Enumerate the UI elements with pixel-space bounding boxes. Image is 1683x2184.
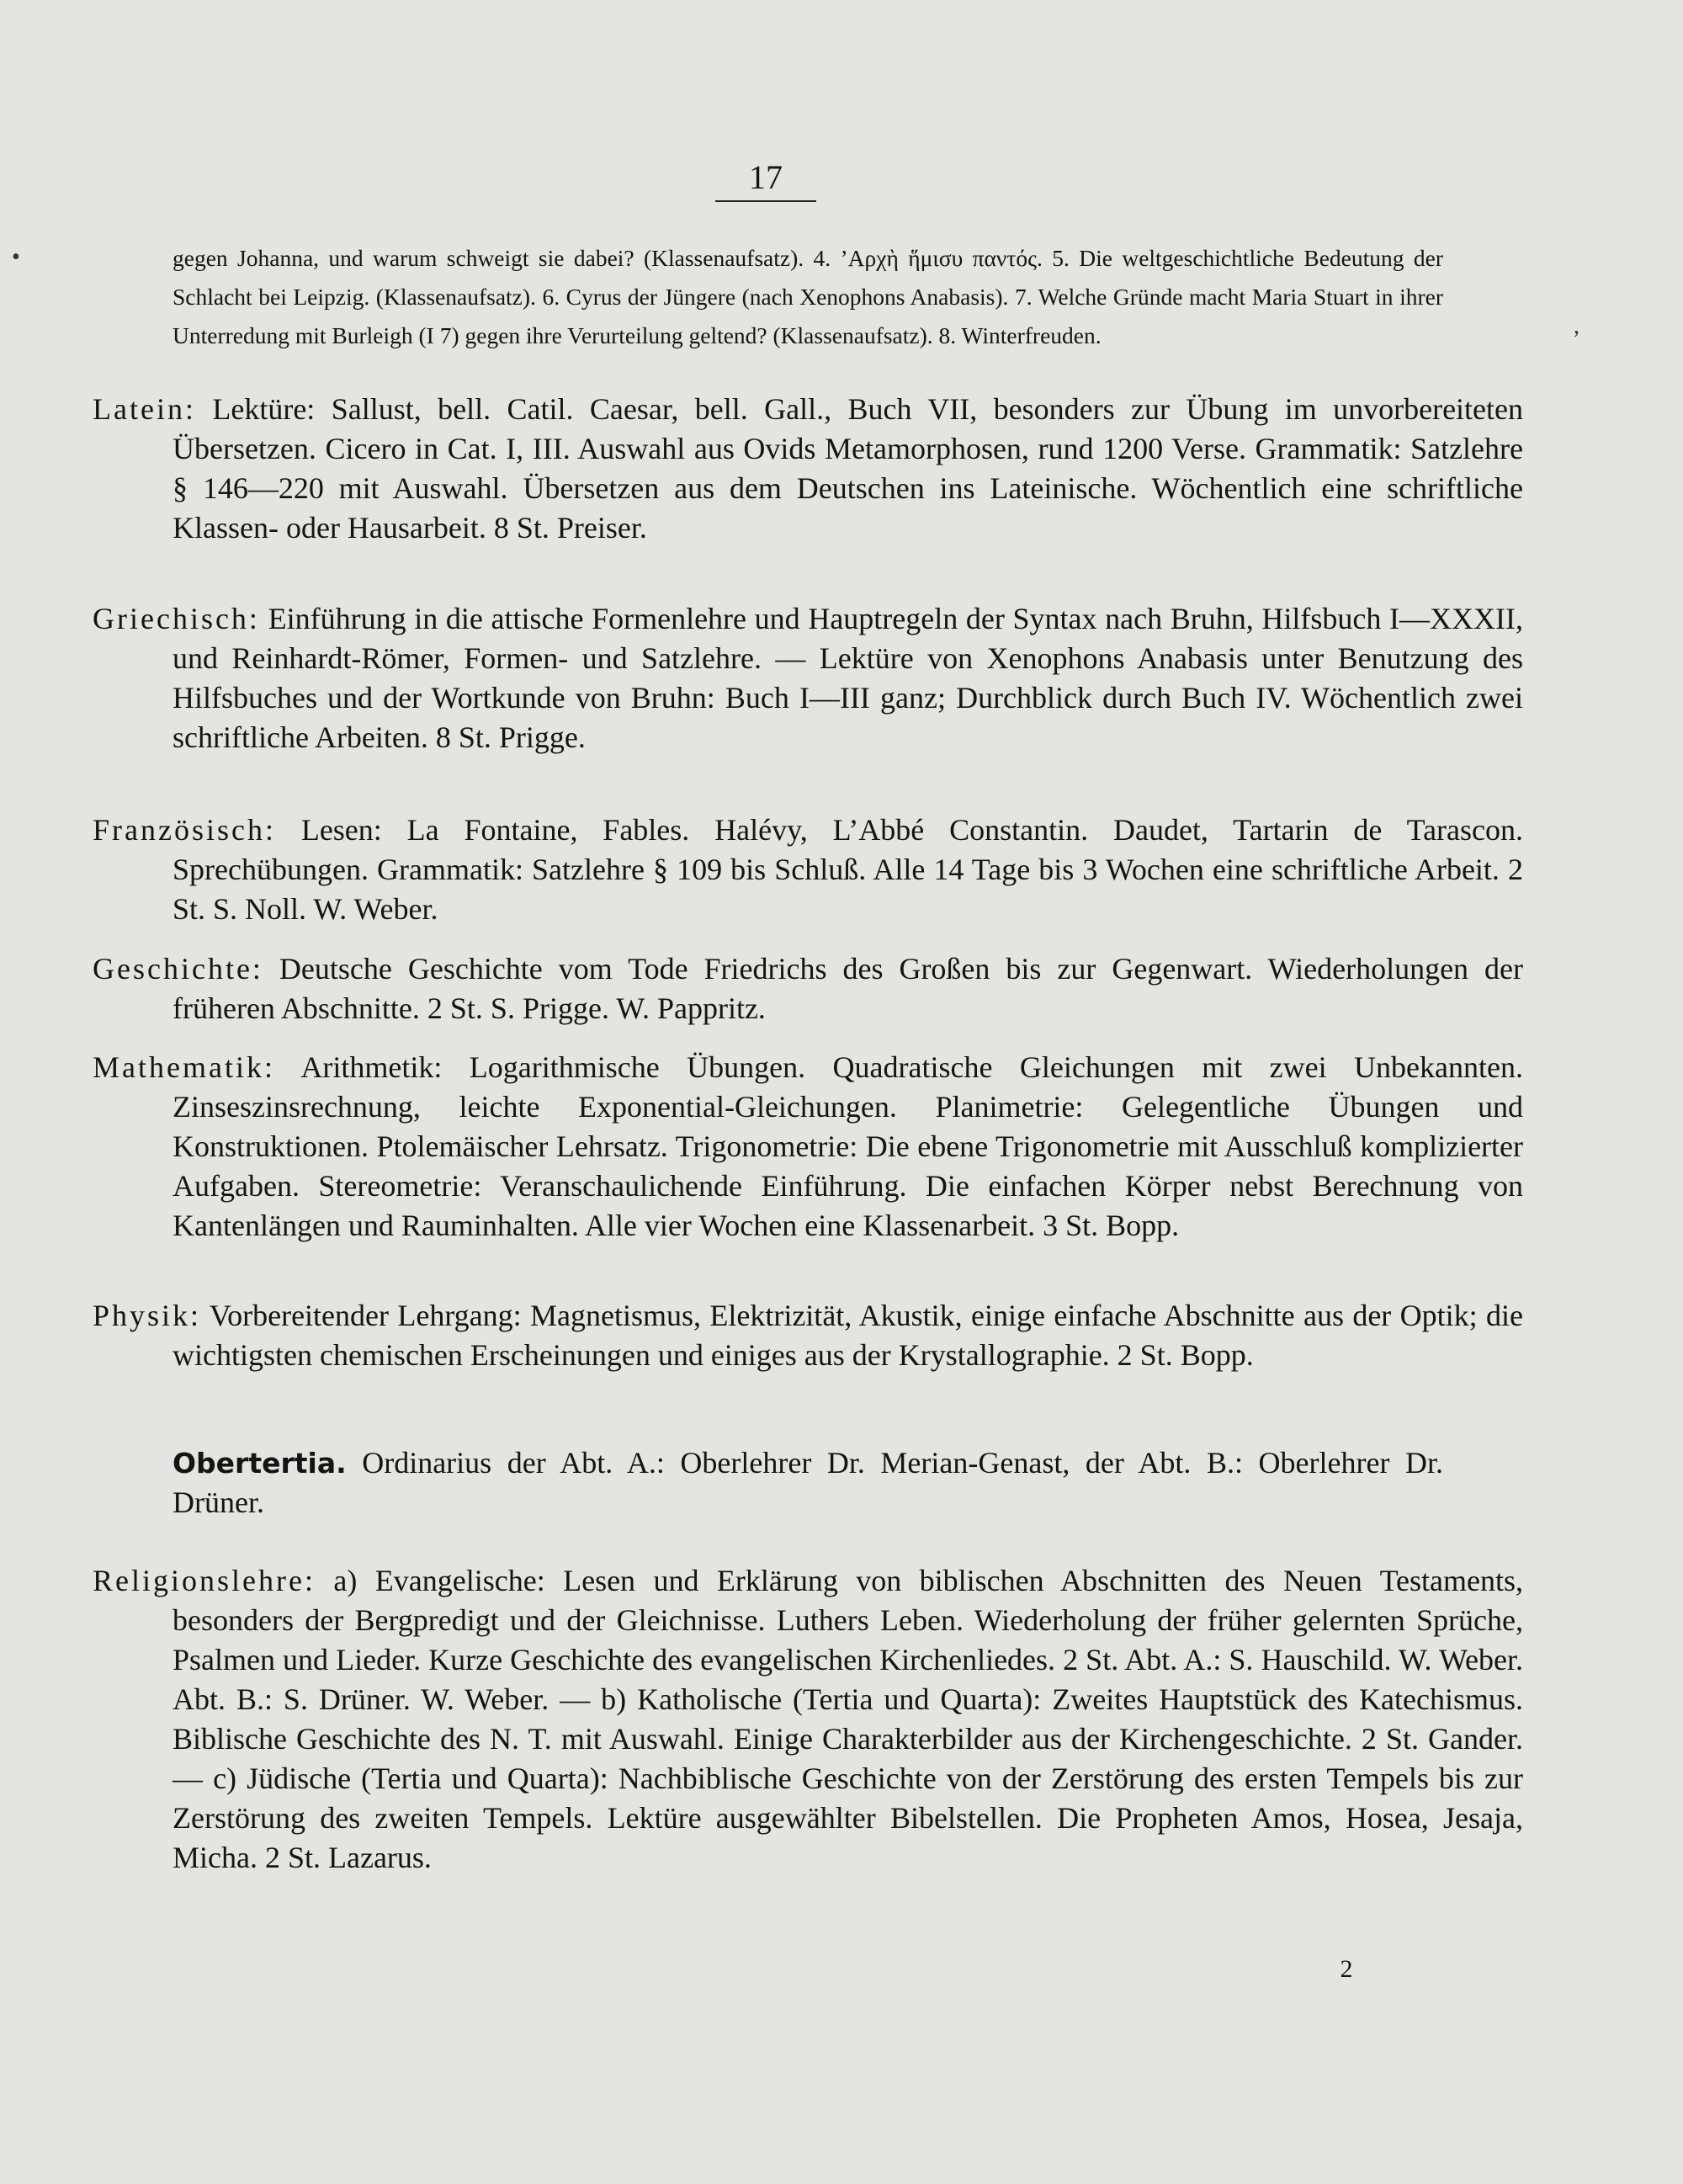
section-text: Lektüre: Sallust, bell. Catil. Caesar, bell. Gall., Buch VII, besonders zur Übung im unvorbereiteten Übersetzen. Cicero in Cat. I, III. Auswahl aus Ovids Metamorphosen, rund 1200 Verse. Grammatik: Satzlehre § 146—220 mit Auswahl. Übersetzen aus dem Deutschen ins Lateinische. Wöchentlich eine schriftliche Klassen- oder Hausarbeit. 8 St. Preiser. bbox=[173, 392, 1524, 545]
subject-label: Mathematik: bbox=[93, 1050, 275, 1084]
section-franzoesisch bbox=[93, 810, 1523, 929]
signature-mark: 2 bbox=[1340, 1955, 1353, 1983]
section-mathematik bbox=[93, 1048, 1523, 1246]
margin-mark: • bbox=[12, 244, 20, 270]
class-heading-text: Ordinarius der Abt. A.: Oberlehrer Dr. Merian-Genast, der Abt. B.: Oberlehrer Dr. Drüner. bbox=[173, 1446, 1444, 1519]
section-physik bbox=[93, 1296, 1523, 1375]
subject-label: Geschichte: bbox=[93, 952, 263, 986]
subject-label: Religionslehre: bbox=[93, 1564, 316, 1597]
page-number: 17 bbox=[715, 158, 816, 202]
subject-label: Französisch: bbox=[93, 813, 276, 847]
subject-label: Griechisch: bbox=[93, 602, 260, 635]
section-religionslehre bbox=[93, 1561, 1523, 1878]
class-name: Obertertia. bbox=[173, 1447, 347, 1480]
section-text: Arithmetik: Logarithmische Übungen. Quadratische Gleichungen mit zwei Unbekannten. Zinseszinsrechnung, leichte Exponential-Gleichungen. Planimetrie: Gelegentliche Übungen und Konstruktionen. Ptolemäischer Lehrsatz. Trigonometrie: Die ebene Trigonometrie mit Ausschluß komplizierter Aufgaben. Stereometrie: Veranschaulichende Einführung. Die einfachen Körper nebst Berechnung von Kantenlängen und Rauminhalten. Alle vier Wochen eine Klassenarbeit. 3 St. Bopp. bbox=[173, 1050, 1523, 1242]
intro-paragraph: gegen Johanna, und warum schweigt sie dabei? (Klassenaufsatz). 4. ’Αρχὴ ἥμισυ παντός. 5. Die weltgeschichtliche Bedeutung der Schlacht bei Leipzig. (Klassenaufsatz). 6. Cyrus der Jüngere (nach Xenophons Anabasis). 7. Welche Gründe macht Maria Stuart in ihrer Unterredung mit Burleigh (I 7) gegen ihre Verurteilung geltend? (Klassenaufsatz). 8. Winterfreuden. bbox=[173, 245, 1443, 348]
section-text: Lesen: La Fontaine, Fables. Halévy, L’Abbé Constantin. Daudet, Tartarin de Tarascon. Sprechübungen. Grammatik: Satzlehre § 109 bis Schluß. Alle 14 Tage bis 3 Wochen eine schriftliche Arbeit. 2 St. S. Noll. W. Weber. bbox=[173, 813, 1523, 926]
section-text: Deutsche Geschichte vom Tode Friedrichs des Großen bis zur Gegenwart. Wiederholungen der früheren Abschnitte. 2 St. S. Prigge. W. Pappritz. bbox=[173, 952, 1524, 1025]
section-text: Einführung in die attische Formenlehre und Hauptregeln der Syntax nach Bruhn, Hilfsbuch I—XXXII, und Reinhardt-Römer, Formen- und Satzlehre. — Lektüre von Xenophons Anabasis unter Benutzung des Hilfsbuches und der Wortkunde von Bruhn: Buch I—III ganz; Durchblick durch Buch IV. Wöchentlich zwei schriftliche Arbeiten. 8 St. Prigge. bbox=[173, 602, 1523, 754]
class-heading bbox=[173, 1443, 1443, 1522]
section-geschichte bbox=[93, 949, 1523, 1028]
section-latein bbox=[93, 390, 1523, 548]
subject-label: Physik: bbox=[93, 1299, 202, 1332]
section-text: a) Evangelische: Lesen und Erklärung von biblischen Abschnitten des Neuen Testaments, besonders der Bergpredigt und der Gleichnisse. Luthers Leben. Wiederholung der früher gelernten Sprüche, Psalmen und Lieder. Kurze Geschichte des evangelischen Kirchenliedes. 2 St. Abt. A.: S. Hauschild. W. Weber. Abt. B.: S. Drüner. W. Weber. — b) Katholische (Tertia und Quarta): Zweites Hauptstück des Katechismus. Biblische Geschichte des N. T. mit Auswahl. Einige Charakterbilder aus der Kirchengeschichte. 2 St. Gander. — c) Jüdische (Tertia und Quarta): Nachbiblische Geschichte von der Zerstörung des ersten Tempels bis zur Zerstörung des zweiten Tempels. Lektüre ausgewählter Bibelstellen. Die Propheten Amos, Hosea, Jesaja, Micha. 2 St. Lazarus. bbox=[173, 1564, 1524, 1874]
margin-mark: , bbox=[1574, 313, 1579, 339]
section-griechisch bbox=[93, 599, 1523, 757]
subject-label: Latein: bbox=[93, 392, 196, 426]
section-text: Vorbereitender Lehrgang: Magnetismus, Elektrizität, Akustik, einige einfache Abschnitte aus der Optik; die wichtigsten chemischen Erscheinungen und einiges aus der Krystallographie. 2 St. Bopp. bbox=[173, 1299, 1523, 1372]
